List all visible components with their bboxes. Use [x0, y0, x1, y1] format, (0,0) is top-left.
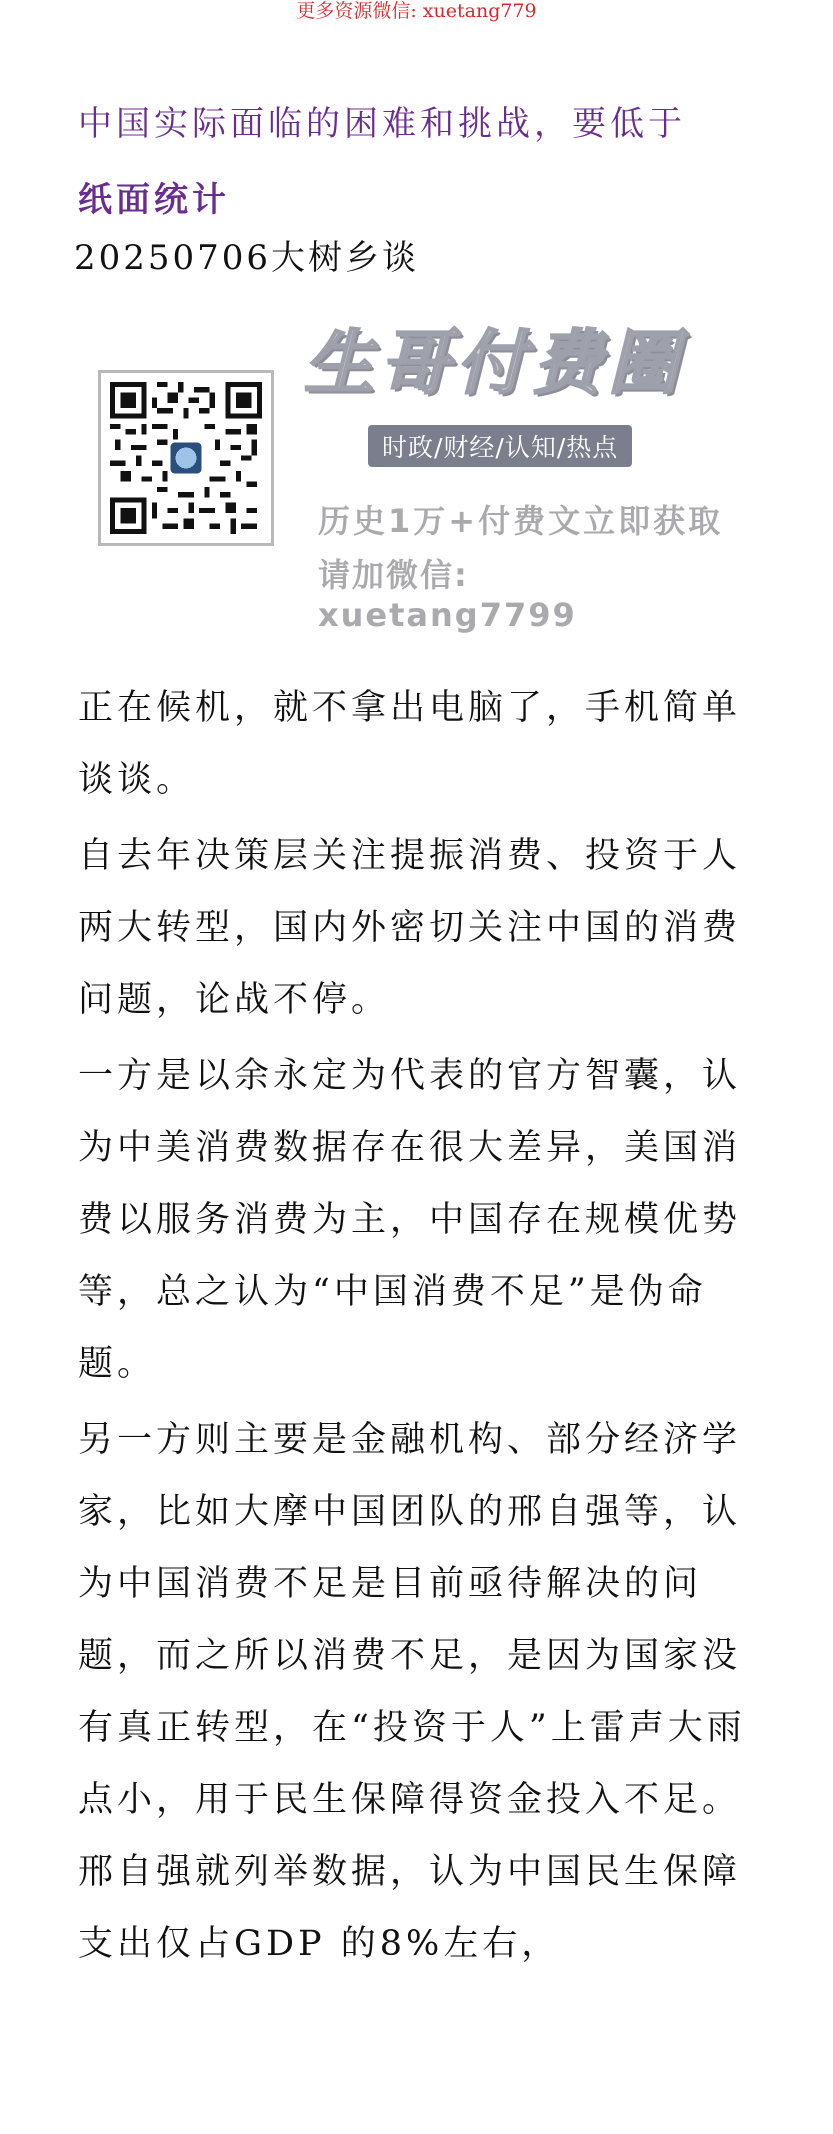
paragraph-1: 正在候机，就不拿出电脑了，手机简单谈谈。 — [78, 688, 742, 800]
qr-code-icon — [110, 382, 262, 534]
promo-offer-text: 历史1万+付费文立即获取 — [318, 502, 724, 540]
paragraph-4: 另一方则主要是金融机构、部分经济学家，比如大摩中国团队的邢自强等，认为中国消费不足是目前亟待解决的问题，而之所以消费不足，是因为国家没有真正转型，在“投资于人”上雷声大雨点小，用于民生保障得资金投入不足。邢自强就列举数据，认为中国民生保障支出仅占GDP 的8%左右， — [78, 1420, 746, 1964]
paragraph-2: 自去年决策层关注提振消费、投资于人两大转型，国内外密切关注中国的消费问题，论战不停。 — [78, 836, 742, 1020]
promo-wechat-contact: 请加微信: xuetang7799 — [318, 556, 577, 634]
article-dateline: 20250706大树乡谈 — [74, 238, 420, 278]
article-title-line2: 纸面统计 — [78, 180, 230, 220]
paragraph-3: 一方是以余永定为代表的官方智囊，认为中美消费数据存在很大差异，美国消费以服务消费为主，中国存在规模优势等，总之认为“中国消费不足”是伪命题。 — [78, 1056, 742, 1384]
promo-brand-title: 生哥付费圈 — [304, 322, 684, 404]
promo-banner — [98, 318, 738, 634]
article-title-line1: 中国实际面临的困难和挑战，要低于 — [78, 104, 686, 144]
article-body — [78, 672, 768, 1984]
promo-tags-badge: 时政/财经/认知/热点 — [368, 425, 632, 467]
top-watermark: 更多资源微信: xuetang779 — [296, 0, 537, 22]
article-title — [78, 86, 758, 238]
qr-code-image — [98, 370, 274, 546]
